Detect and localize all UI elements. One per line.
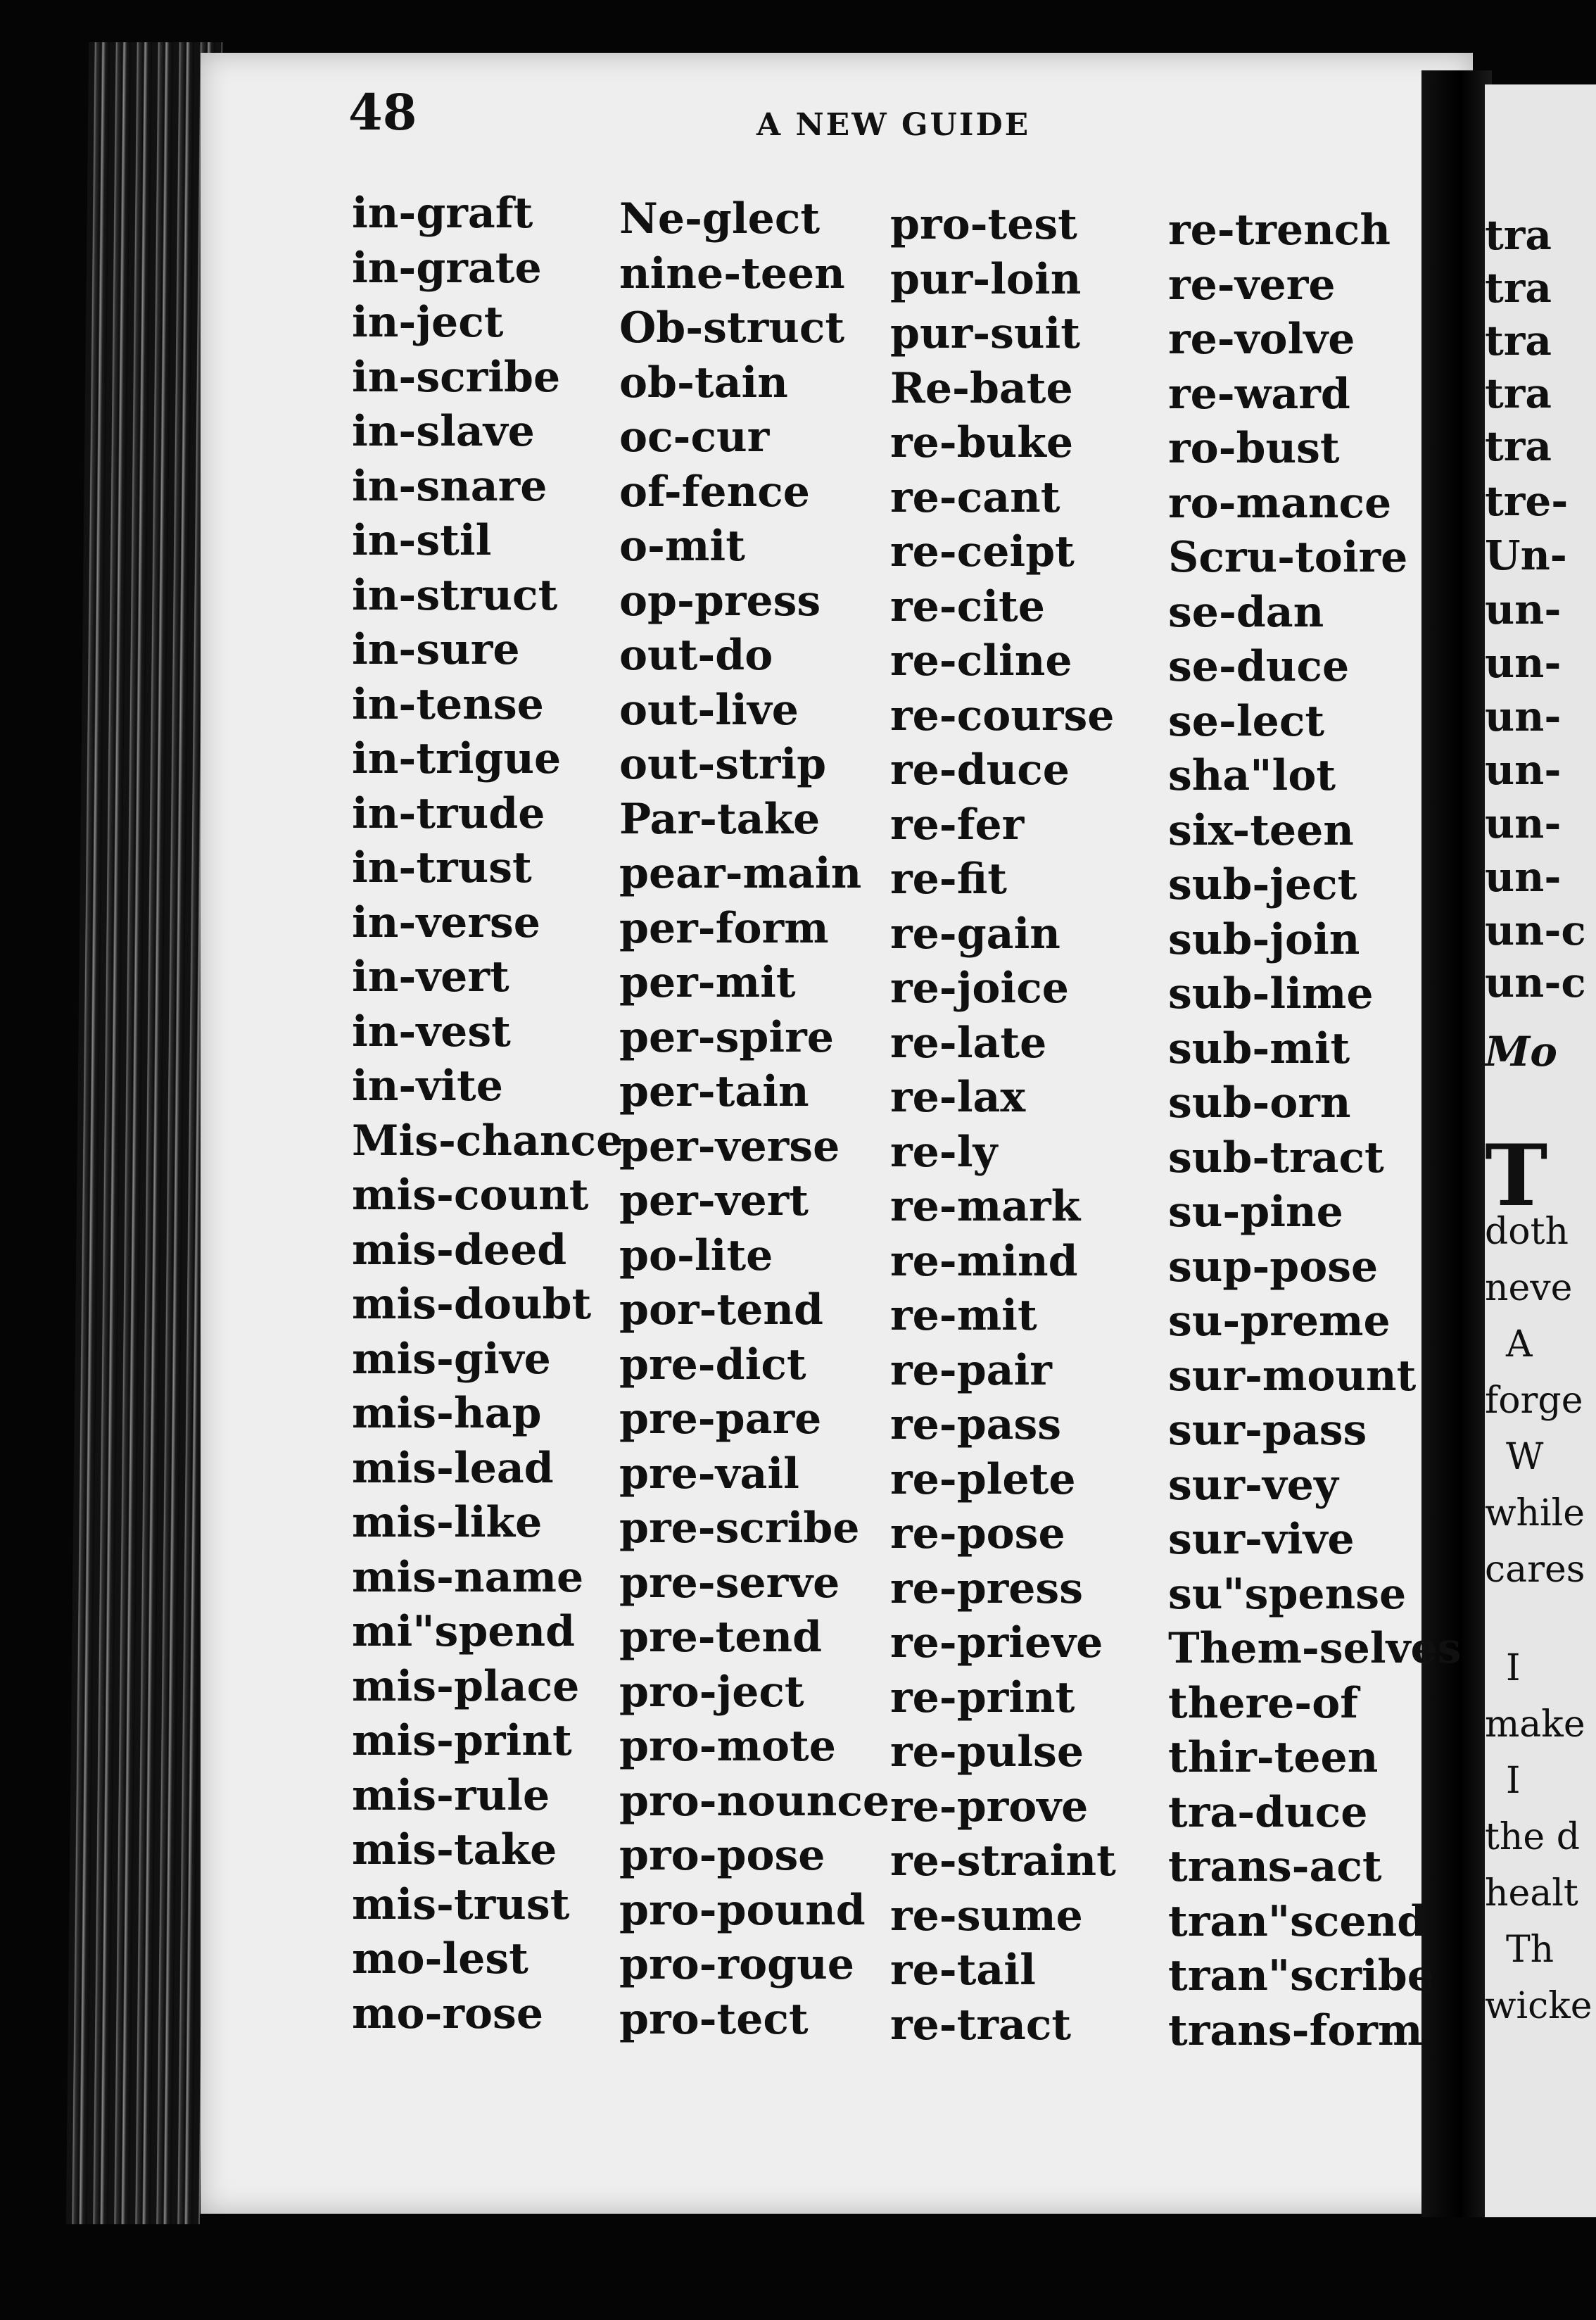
word-entry: in-graft — [352, 189, 533, 238]
word-entry: per-tain — [619, 1067, 809, 1116]
word-entry: mis-rule — [352, 1770, 550, 1820]
word-entry: in-vert — [352, 952, 509, 1002]
facing-page-fragment: cares — [1485, 1549, 1585, 1591]
word-entry: thir-teen — [1168, 1733, 1379, 1782]
facing-page-fragment: un- — [1485, 746, 1562, 794]
word-entry: sup-pose — [1168, 1242, 1379, 1292]
word-entry: re-gain — [890, 909, 1060, 959]
word-entry: mis-trust — [352, 1879, 570, 1929]
facing-page-fragment: forge — [1485, 1380, 1583, 1422]
word-entry: ob-tain — [619, 358, 788, 408]
word-entry: o-mit — [619, 522, 745, 571]
word-entry: sur-vive — [1168, 1515, 1355, 1564]
word-entry: pur-suit — [890, 309, 1080, 358]
word-entry: re-press — [890, 1563, 1083, 1613]
word-entry: per-form — [619, 903, 829, 953]
word-entry: mis-deed — [352, 1225, 567, 1275]
word-entry: mis-name — [352, 1552, 584, 1602]
word-entry: in-grate — [352, 243, 542, 293]
facing-page-fragment: healt — [1485, 1872, 1578, 1915]
word-entry: in-vite — [352, 1061, 503, 1111]
word-entry: re-print — [890, 1672, 1075, 1722]
word-entry: re-lax — [890, 1073, 1026, 1122]
word-entry: sub-orn — [1168, 1078, 1351, 1128]
word-entry: se-duce — [1168, 642, 1350, 691]
word-entry: in-vest — [352, 1007, 511, 1057]
word-entry: re-fer — [890, 800, 1025, 850]
facing-page-fragment: I — [1506, 1647, 1521, 1689]
word-entry: re-sume — [890, 1891, 1083, 1941]
word-entry: re-pulse — [890, 1727, 1084, 1777]
word-entry: ro-mance — [1168, 478, 1392, 528]
word-entry: re-trench — [1168, 206, 1391, 255]
word-entry: mi"spend — [352, 1607, 576, 1656]
word-entry: Mis-chance — [352, 1116, 623, 1166]
word-entry: per-spire — [619, 1012, 834, 1062]
facing-page-fragment: A — [1506, 1323, 1533, 1366]
word-entry: sub-tract — [1168, 1133, 1384, 1183]
word-entry: tran"scend — [1168, 1896, 1427, 1946]
word-entry: mis-like — [352, 1498, 543, 1547]
word-entry: Them-selves — [1168, 1624, 1462, 1673]
word-entry: pro-test — [890, 200, 1077, 249]
word-entry: pro-rogue — [619, 1940, 854, 1989]
facing-page-fragment: un-c — [1485, 907, 1586, 954]
word-entry: trans-act — [1168, 1842, 1382, 1891]
word-entry: pre-tend — [619, 1613, 823, 1662]
word-entry: mis-print — [352, 1716, 572, 1765]
word-entry: tran"scribe — [1168, 1951, 1434, 2000]
word-entry: in-struct — [352, 570, 558, 620]
word-entry: re-cant — [890, 472, 1060, 522]
word-entry: su-preme — [1168, 1297, 1391, 1346]
word-entry: in-tense — [352, 679, 544, 729]
facing-page-fragment: while — [1485, 1492, 1585, 1534]
facing-page-fragment: Mo — [1485, 1028, 1557, 1076]
word-entry: re-ly — [890, 1127, 998, 1177]
word-entry: sub-join — [1168, 914, 1360, 964]
word-entry: re-cite — [890, 581, 1045, 631]
word-entry: mis-take — [352, 1825, 557, 1874]
facing-page-fragment: un- — [1485, 639, 1562, 687]
word-entry: pro-pose — [619, 1831, 825, 1880]
word-entry: tra-duce — [1168, 1787, 1368, 1837]
word-entry: per-mit — [619, 958, 796, 1007]
word-entry: re-mark — [890, 1182, 1081, 1231]
word-entry: re-tract — [890, 2000, 1072, 2050]
facing-page-fragment: tre- — [1485, 477, 1569, 525]
facing-page-fragment: make — [1485, 1703, 1585, 1746]
word-column-4 — [1168, 203, 1461, 2058]
word-entry: sha"lot — [1168, 751, 1336, 800]
word-entry: se-dan — [1168, 587, 1324, 637]
word-entry: in-stil — [352, 516, 492, 565]
facing-page-fragment: un- — [1485, 586, 1562, 633]
word-entry: Ob-struct — [619, 303, 845, 353]
running-title: A NEW GUIDE — [756, 107, 1031, 143]
word-entry: in-ject — [352, 298, 504, 347]
facing-page-fragment: un- — [1485, 693, 1562, 740]
word-entry: re-pose — [890, 1509, 1065, 1558]
word-entry: pre-scribe — [619, 1503, 860, 1553]
word-entry: out-do — [619, 631, 773, 680]
facing-page-fragment: un- — [1485, 800, 1562, 847]
word-entry: out-strip — [619, 740, 827, 789]
word-entry: re-fit — [890, 855, 1008, 904]
word-entry: six-teen — [1168, 805, 1354, 855]
word-entry: pro-ject — [619, 1667, 804, 1717]
facing-page-fragment: tra — [1485, 211, 1552, 259]
facing-page-fragment: doth — [1485, 1211, 1569, 1253]
word-entry: pro-tect — [619, 1994, 809, 2044]
word-entry: mis-lead — [352, 1443, 554, 1493]
facing-page-fragment: tra — [1485, 370, 1552, 417]
word-entry: mo-lest — [352, 1934, 528, 1984]
word-entry: pro-nounce — [619, 1776, 890, 1826]
word-entry: mis-give — [352, 1334, 551, 1384]
facing-page-fragment: un- — [1485, 853, 1562, 901]
word-entry: re-pass — [890, 1400, 1062, 1449]
word-entry: sub-lime — [1168, 969, 1374, 1019]
word-entry: pear-main — [619, 849, 862, 898]
word-entry: pre-pare — [619, 1394, 822, 1444]
word-entry: re-vere — [1168, 260, 1336, 310]
facing-page-fragment: W — [1506, 1436, 1544, 1478]
word-entry: su"spense — [1168, 1569, 1407, 1619]
facing-page-fragment: wicke — [1485, 1985, 1592, 2027]
word-column-2 — [619, 192, 889, 2047]
word-entry: in-trude — [352, 788, 545, 838]
word-entry: mis-doubt — [352, 1280, 592, 1329]
word-entry: re-course — [890, 691, 1115, 740]
facing-page-fragment: Th — [1506, 1929, 1554, 1971]
word-entry: mis-place — [352, 1661, 580, 1711]
word-entry: mis-hap — [352, 1389, 542, 1438]
word-entry: in-trigue — [352, 734, 562, 783]
word-entry: mo-rose — [352, 1988, 543, 2038]
word-entry: in-scribe — [352, 352, 561, 402]
word-entry: re-joice — [890, 964, 1069, 1013]
facing-page-fragment: un-c — [1485, 959, 1586, 1007]
word-entry: in-snare — [352, 461, 547, 511]
facing-page-fragment: I — [1506, 1760, 1521, 1802]
word-entry: re-straint — [890, 1836, 1116, 1886]
word-entry: re-cline — [890, 636, 1072, 686]
word-entry: re-buke — [890, 418, 1074, 467]
word-entry: Par-take — [619, 794, 821, 844]
facing-page-fragment: neve — [1485, 1267, 1573, 1309]
word-entry: nine-teen — [619, 248, 845, 298]
word-entry: Scru-toire — [1168, 533, 1408, 582]
word-entry: re-mind — [890, 1236, 1078, 1286]
facing-page-fragment: tra — [1485, 264, 1552, 312]
word-entry: sur-mount — [1168, 1351, 1417, 1401]
word-entry: in-trust — [352, 843, 532, 893]
facing-page-fragment: T — [1485, 1126, 1548, 1225]
word-entry: se-lect — [1168, 696, 1325, 746]
word-entry: re-volve — [1168, 315, 1355, 364]
word-entry: mis-count — [352, 1171, 589, 1220]
word-entry: sur-vey — [1168, 1460, 1338, 1510]
word-entry: Ne-glect — [619, 194, 821, 244]
word-entry: sub-ject — [1168, 860, 1357, 909]
word-entry: re-duce — [890, 745, 1070, 795]
word-entry: re-mit — [890, 1291, 1037, 1340]
word-entry: po-lite — [619, 1230, 773, 1280]
page-number: 48 — [348, 83, 417, 141]
word-entry: sub-mit — [1168, 1023, 1350, 1073]
word-column-3 — [890, 198, 1116, 2053]
word-entry: pre-dict — [619, 1339, 806, 1389]
word-entry: pre-serve — [619, 1558, 840, 1608]
word-entry: pro-pound — [619, 1885, 866, 1935]
word-columns — [0, 187, 1478, 2101]
word-entry: por-tend — [619, 1285, 823, 1335]
page-header — [341, 83, 1397, 153]
word-entry: re-prieve — [890, 1618, 1103, 1668]
word-entry: re-ward — [1168, 369, 1350, 419]
word-entry: pro-mote — [619, 1722, 836, 1771]
word-entry: pur-loin — [890, 254, 1082, 304]
word-entry: out-live — [619, 685, 799, 735]
word-entry: trans-form — [1168, 2005, 1423, 2055]
word-column-1 — [352, 187, 623, 2041]
facing-page-fragment: tra — [1485, 422, 1552, 470]
word-entry: sur-pass — [1168, 1406, 1367, 1455]
word-entry: su-pine — [1168, 1187, 1343, 1237]
word-entry: per-vert — [619, 1176, 809, 1225]
facing-page-fragment: tra — [1485, 317, 1552, 365]
word-entry: of-fence — [619, 467, 810, 517]
word-entry: oc-cur — [619, 412, 770, 462]
word-entry: re-ceipt — [890, 527, 1075, 576]
facing-page-fragment: the d — [1485, 1816, 1580, 1858]
word-entry: pre-vail — [619, 1449, 799, 1499]
word-entry: re-plete — [890, 1454, 1076, 1504]
word-entry: re-prove — [890, 1782, 1089, 1832]
word-entry: op-press — [619, 576, 821, 626]
word-entry: Re-bate — [890, 363, 1073, 413]
word-entry: re-late — [890, 1018, 1047, 1068]
word-entry: in-verse — [352, 897, 540, 947]
word-entry: in-slave — [352, 407, 535, 456]
word-entry: in-sure — [352, 625, 520, 674]
word-entry: per-verse — [619, 1121, 840, 1171]
word-entry: re-tail — [890, 1946, 1036, 1995]
facing-page-fragment: Un- — [1485, 531, 1567, 579]
word-entry: re-pair — [890, 1345, 1052, 1395]
word-entry: there-of — [1168, 1678, 1359, 1728]
word-entry: ro-bust — [1168, 424, 1340, 473]
